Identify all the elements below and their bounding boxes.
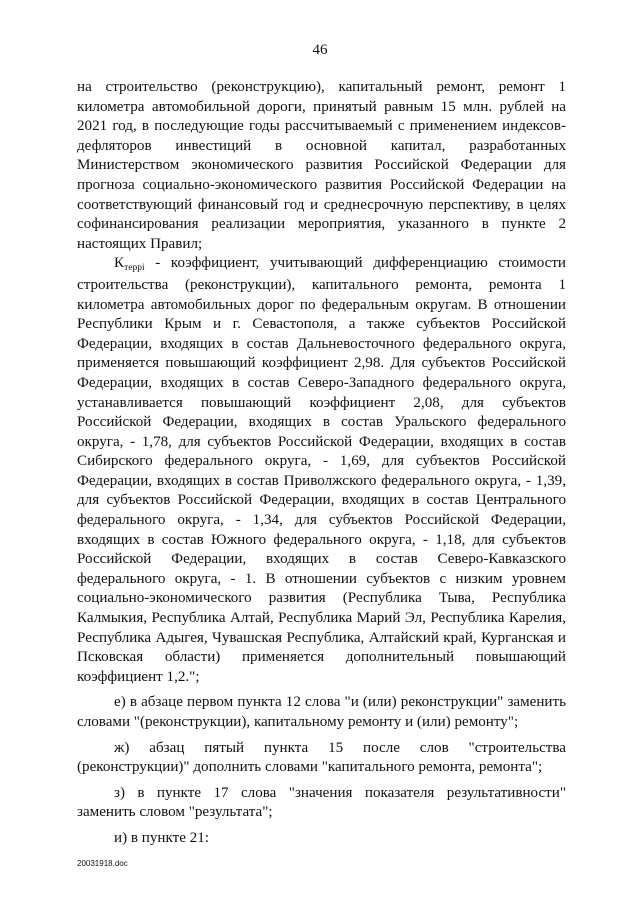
paragraph-item-zh: ж) абзац пятый пункта 15 после слов "строительства (реконструкции)" дополнить словами "капитального ремонта, ремонта"; xyxy=(77,739,566,776)
coefficient-subscript xyxy=(124,263,145,273)
paragraph-item-e: е) в абзаце первом пункта 12 слова "и (или) реконструкции" заменить словами "(реконструкции), капитальному ремонту и (или) ремонту"; xyxy=(77,694,566,730)
paragraph-continuation: на строительство (реконструкцию), капитальный ремонт, ремонт 1 километра автомобильной дороги, принятый равным 15 млн. рублей на 2021 год, в последующие годы рассчитываемый с применением индексов-дефляторов инвестиций в основной капитал, разработанных Министерством экономического развития Российской Федерации для прогноза социально-экономического развития Российской Федерации на соответствующий финансовый год и среднесрочную перспективу, в целях софинансирования реализации мероприятия, указанного в пункте 2 настоящих Правил; xyxy=(77,79,566,252)
coefficient-subscript-index: i xyxy=(141,263,145,274)
footer-filename: 20031918.doc xyxy=(77,859,128,868)
coefficient-subscript-text: терр xyxy=(124,263,142,274)
page-number: 46 xyxy=(312,42,328,58)
paragraph-coefficient-definition xyxy=(77,254,566,687)
coefficient-definition-text: - коэффициент, учитывающий дифференциацию стоимости строительства (реконструкции), капитального ремонта, ремонта 1 километра автомобильных дорог по федеральным округам. В отношении Республики Крым и г. Севастополя, а также субъектов Российской Федерации, входящих в состав Дальневосточного федерального округа, применяется повышающий коэффициент 2,98. Для субъектов Российской Федерации, входящих в состав Северо-Западного федерального округа, устанавливается повышающий коэффициент 2,08, для субъектов Российской Федерации, входящих в состав Уральского федерального округа, - 1,78, для субъектов Российской Федерации, входящих в состав Сибирского федерального округа, - 1,69, для субъектов Российской Федерации, входящих в состав Приволжского федерального округа, - 1,39, для субъектов Российской Федерации, входящих в состав Центрального федерального округа, - 1,34, для субъектов Российской Федерации, входящих в состав Южного федерального округа, - 1,18, для субъектов Российской Федерации, входящих в состав Северо-Кавказского федерального округа, - 1. В отношении субъектов с низким уровнем социально-экономического развития (Республика Тыва, Республика Калмыкия, Республика Алтай, Республика Марий Эл, Республика Карелия, Республика Адыгея, Чувашская Республика, Алтайский край, Курганская и Псковская области) применяется дополнительный повышающий коэффициент 1,2."; xyxy=(77,255,566,685)
paragraph-item-z: з) в пункте 17 слова "значения показателя результативности" заменить словом "результата"; xyxy=(77,784,566,821)
document-body xyxy=(77,78,566,849)
paragraph-item-i: и) в пункте 21: xyxy=(114,829,209,846)
coefficient-symbol: К xyxy=(114,255,125,272)
